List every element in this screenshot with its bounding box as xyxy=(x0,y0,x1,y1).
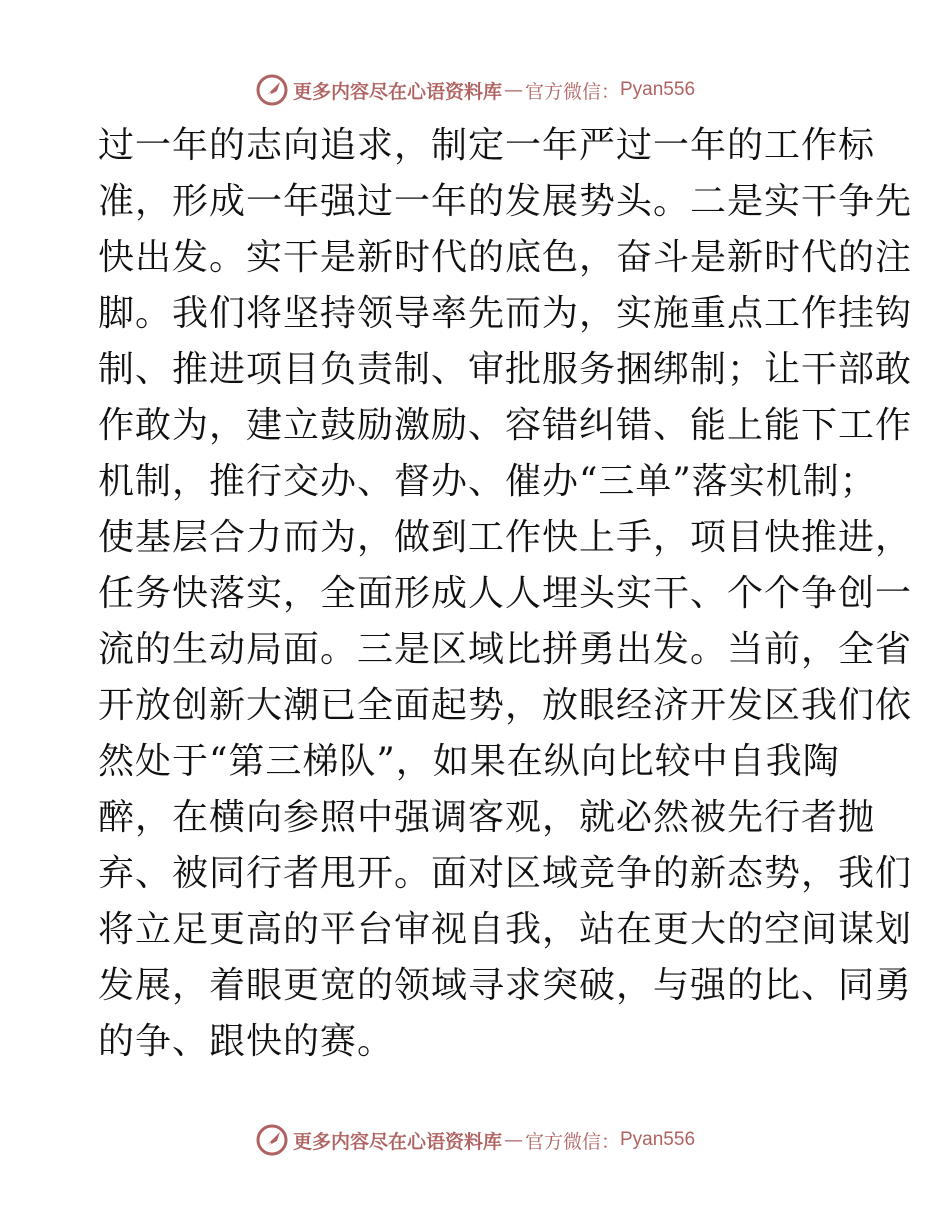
watermark-dash: — xyxy=(503,1129,523,1151)
quill-pen-circle-icon xyxy=(255,73,289,107)
document-body xyxy=(98,118,913,1070)
footer-watermark xyxy=(0,1120,950,1160)
body-line: 然处于“第三梯队”，如果在纵向比较中自我陶 xyxy=(98,741,840,782)
watermark-wechat-id: Pyan556 xyxy=(620,79,696,100)
body-line: 使基层合力而为，做到工作快上手，项目快推进， xyxy=(98,517,913,558)
body-line: 弃、被同行者甩开。面对区域竞争的新态势，我们 xyxy=(98,853,913,894)
body-line: 的争、跟快的赛。 xyxy=(98,1021,395,1062)
body-line: 任务快落实，全面形成人人埋头实干、个个争创一 xyxy=(98,573,913,614)
body-line: 作敢为，建立鼓励激励、容错纠错、能上能下工作 xyxy=(98,405,913,446)
body-line: 准，形成一年强过一年的发展势头。二是实干争先 xyxy=(98,181,913,222)
body-line: 过一年的志向追求，制定一年严过一年的工作标 xyxy=(98,125,876,166)
body-line: 制、推进项目负责制、审批服务捆绑制；让干部敢 xyxy=(98,349,913,390)
watermark-text: 更多内容尽在心语资料库 xyxy=(292,80,502,103)
watermark-wechat-label: 官方微信： xyxy=(524,80,620,103)
watermark-wechat-label: 官方微信： xyxy=(524,1130,620,1153)
body-line: 开放创新大潮已全面起势，放眼经济开发区我们依 xyxy=(98,685,913,726)
body-line: 脚。我们将坚持领导率先而为，实施重点工作挂钩 xyxy=(98,293,913,334)
header-watermark xyxy=(0,70,950,110)
body-line: 将立足更高的平台审视自我，站在更大的空间谋划 xyxy=(98,909,913,950)
quill-pen-circle-icon xyxy=(255,1123,289,1157)
body-line: 快出发。实干是新时代的底色，奋斗是新时代的注 xyxy=(98,237,913,278)
watermark-dash: — xyxy=(503,79,523,101)
body-line: 机制，推行交办、督办、催办“三单”落实机制； xyxy=(98,461,877,502)
body-line: 流的生动局面。三是区域比拼勇出发。当前，全省 xyxy=(98,629,913,670)
body-line: 醉，在横向参照中强调客观，就必然被先行者抛 xyxy=(98,797,876,838)
body-line: 发展，着眼更宽的领域寻求突破，与强的比、同勇 xyxy=(98,965,913,1006)
watermark-text: 更多内容尽在心语资料库 xyxy=(292,1130,502,1153)
watermark-wechat-id: Pyan556 xyxy=(620,1129,696,1150)
